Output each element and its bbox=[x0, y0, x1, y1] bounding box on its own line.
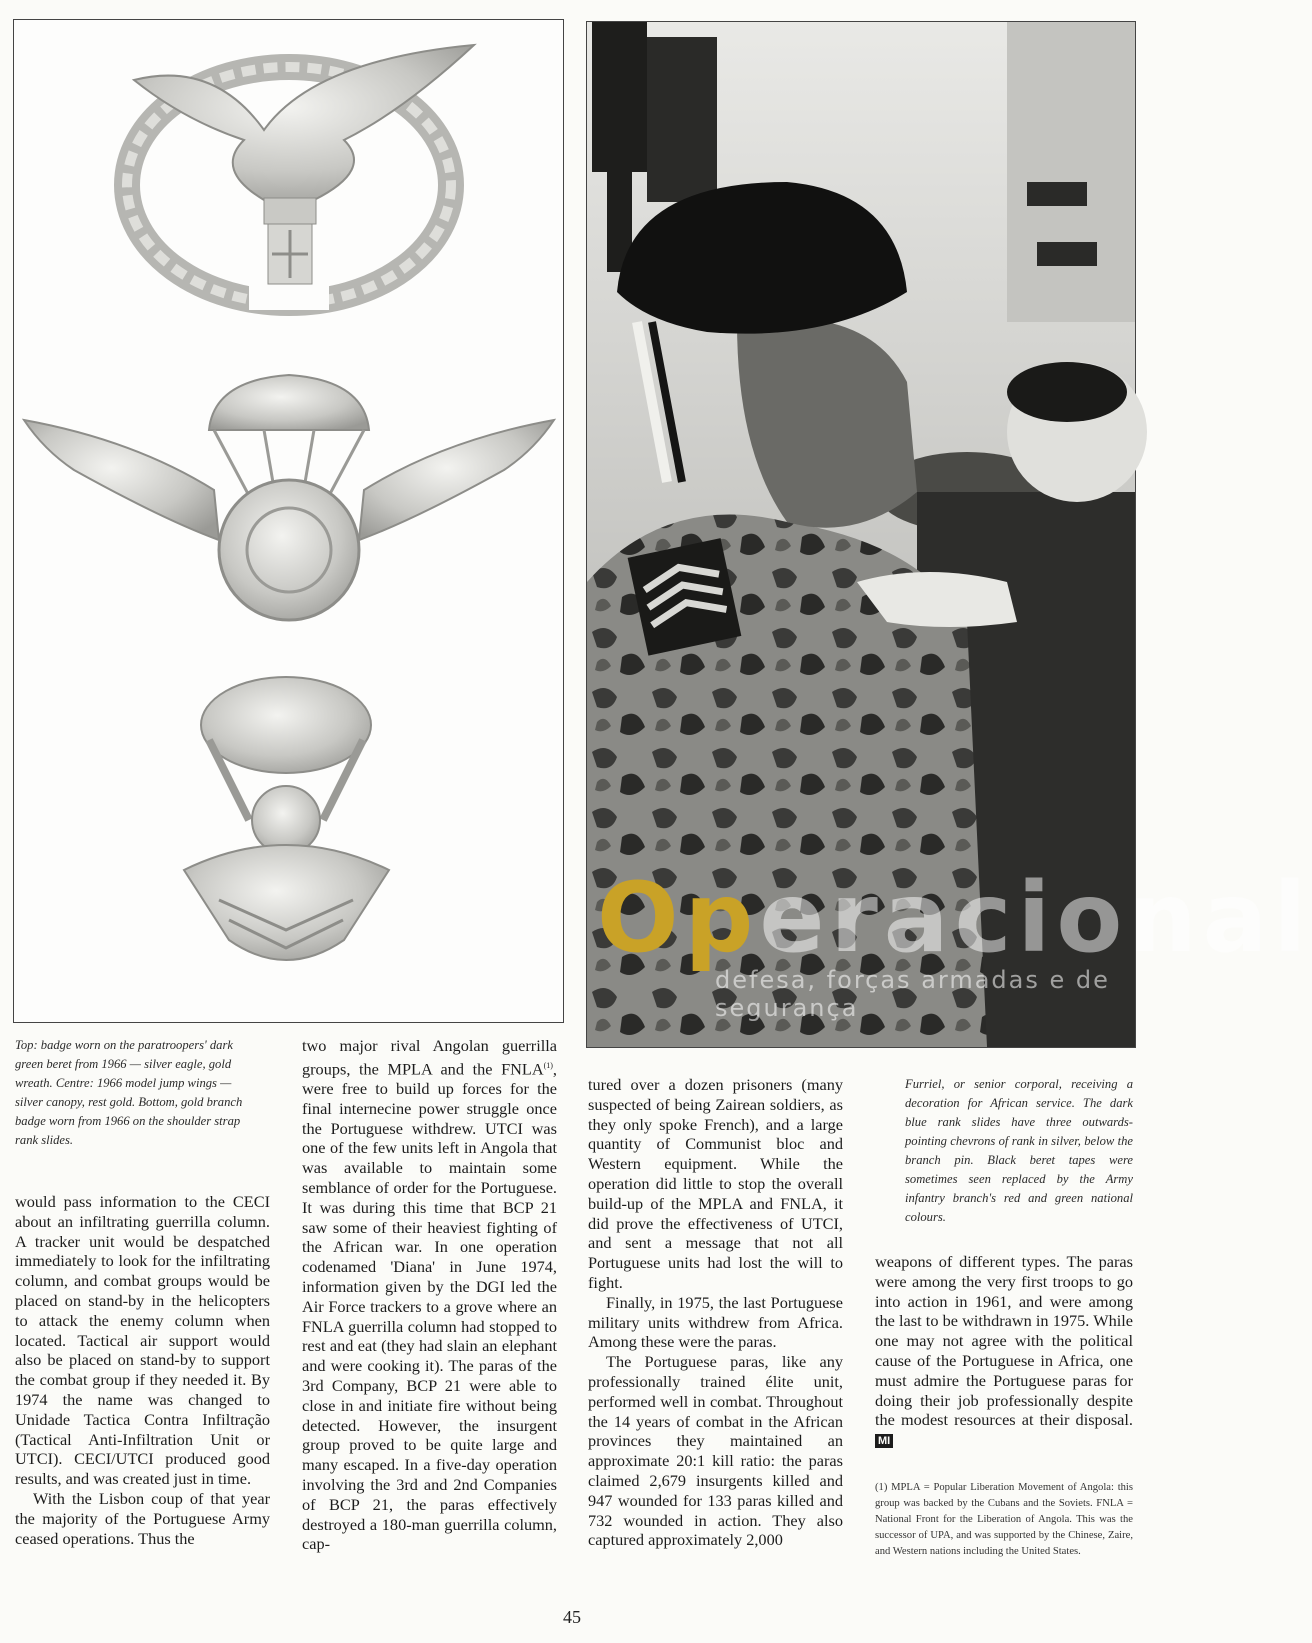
watermark bbox=[587, 862, 1312, 1022]
article-paragraph bbox=[875, 1252, 1133, 1450]
badges-illustration bbox=[14, 20, 563, 1022]
portrait-photo bbox=[586, 21, 1312, 1048]
article-paragraph: tured over a dozen prisoners (many suspected of being Zairean soldiers, as they only spoke French), and a large quantity of Communist bloc and Western equipment. While the operation did little to stop the overall build-up of the MPLA and FNLA, it did prove the effectiveness of UTCI, and sent a message that not all Portuguese units had lost the will to fight. bbox=[588, 1075, 843, 1292]
article-text: two major rival Angolan guerrilla groups, the MPLA and the FNLA bbox=[302, 1036, 557, 1079]
watermark-logo bbox=[597, 862, 1312, 974]
article-paragraph: would pass information to the CECI about an infiltrating guerrilla column. A tracker unit would be despatched immediately to look for the infiltrating column, and combat groups would be placed on stand-by in the helicopters to attack the enemy column when located. Tactical air support would also be placed on stand-by to support the combat group if they needed it. By 1974 the name was changed to Unidade Tactica Contra Infiltração (Tactical Anti-Infiltration Unit or UTCI). CECI/UTCI produced good results, and was created just in time. bbox=[15, 1192, 270, 1489]
badges-figure bbox=[13, 19, 564, 1023]
article-column-3 bbox=[588, 1075, 843, 1550]
branch-badge-image bbox=[184, 677, 389, 960]
article-column-2 bbox=[302, 1036, 557, 1554]
watermark-prefix: Op bbox=[597, 862, 760, 974]
page-number: 45 bbox=[563, 1607, 581, 1627]
article-paragraph: Finally, in 1975, the last Portuguese military units withdrew from Africa. Among these were the paras. bbox=[588, 1292, 843, 1352]
badges-caption: Top: badge worn on the paratroopers' dark green beret from 1966 — silver eagle, gold wreath. Centre: 1966 model jump wings — silver canopy, rest gold. Bottom, gold branch badge worn from 1966 on the shoulder strap rank slides. bbox=[15, 1038, 243, 1147]
article-column-1 bbox=[15, 1192, 270, 1548]
watermark-suffix: eracional bbox=[759, 862, 1312, 974]
article-column-4 bbox=[875, 1252, 1133, 1450]
watermark-tagline: defesa, forças armadas e de segurança bbox=[715, 966, 1110, 1022]
footnote: (1) MPLA = Popular Liberation Movement of Angola: this group was backed by the Cubans and the Soviets. FNLA = National Front for the Liberation of Angola. This was the successor of UPA, and was supported by the Chinese, Zaire, and Western nations including the United States. bbox=[875, 1482, 1133, 1557]
beret-badge-image bbox=[127, 45, 474, 310]
article-paragraph bbox=[302, 1036, 557, 1554]
article-paragraph: With the Lisbon coup of that year the majority of the Portuguese Army ceased operations. Thus the bbox=[15, 1488, 270, 1548]
portrait-caption: Furriel, or senior corporal, receiving a decoration for African service. The dark blue rank slides have three outwards-pointing chevrons of rank in silver, below the branch pin. Black beret tapes were sometimes seen replaced by the Army infantry branch's red and green national colours. bbox=[905, 1077, 1133, 1224]
article-text: weapons of different types. The paras were among the very first troops to go into action in 1961, and were among the last to be withdrawn in 1975. While one may not agree with the political cause of the Portuguese in Africa, one must admire the Portuguese paras for doing their job professionally despite the modest resources at their disposal. bbox=[875, 1252, 1133, 1430]
footnote-ref: (1) bbox=[543, 1060, 553, 1070]
end-mark-logo: MI bbox=[875, 1434, 893, 1448]
jump-wings-image bbox=[24, 375, 554, 620]
article-paragraph: The Portuguese paras, like any professionally trained élite unit, performed well in combat. Throughout the 14 years of combat in the African provinces they maintained an approximate 20:1 kill ratio: the paras claimed 2,679 insurgents killed and 947 wounded for 133 paras killed and 732 wounded in action. They also captured approximately 2,000 bbox=[588, 1352, 843, 1550]
article-text: , were free to build up forces for the final internecine power struggle once the Portuguese withdrew. UTCI was one of the few units left in Angola that was available to maintain some semblance of order for the Portuguese. It was during this time that BCP 21 saw some of their heaviest fighting of the African war. In one operation codenamed 'Diana' in June 1974, information given by the DGI led the Air Force trackers to a grove where an FNLA guerrilla column had stopped to rest and eat (they had slain an elephant and were cooking it). The paras of the 3rd Company, BCP 21 were able to close in and initiate fire without being detected. However, the insurgent group proved to be quite large and many escaped. In a five-day operation involving the 3rd and 2nd Companies of BCP 21, the paras effectively destroyed a 180-man guerrilla column, cap- bbox=[302, 1059, 557, 1554]
